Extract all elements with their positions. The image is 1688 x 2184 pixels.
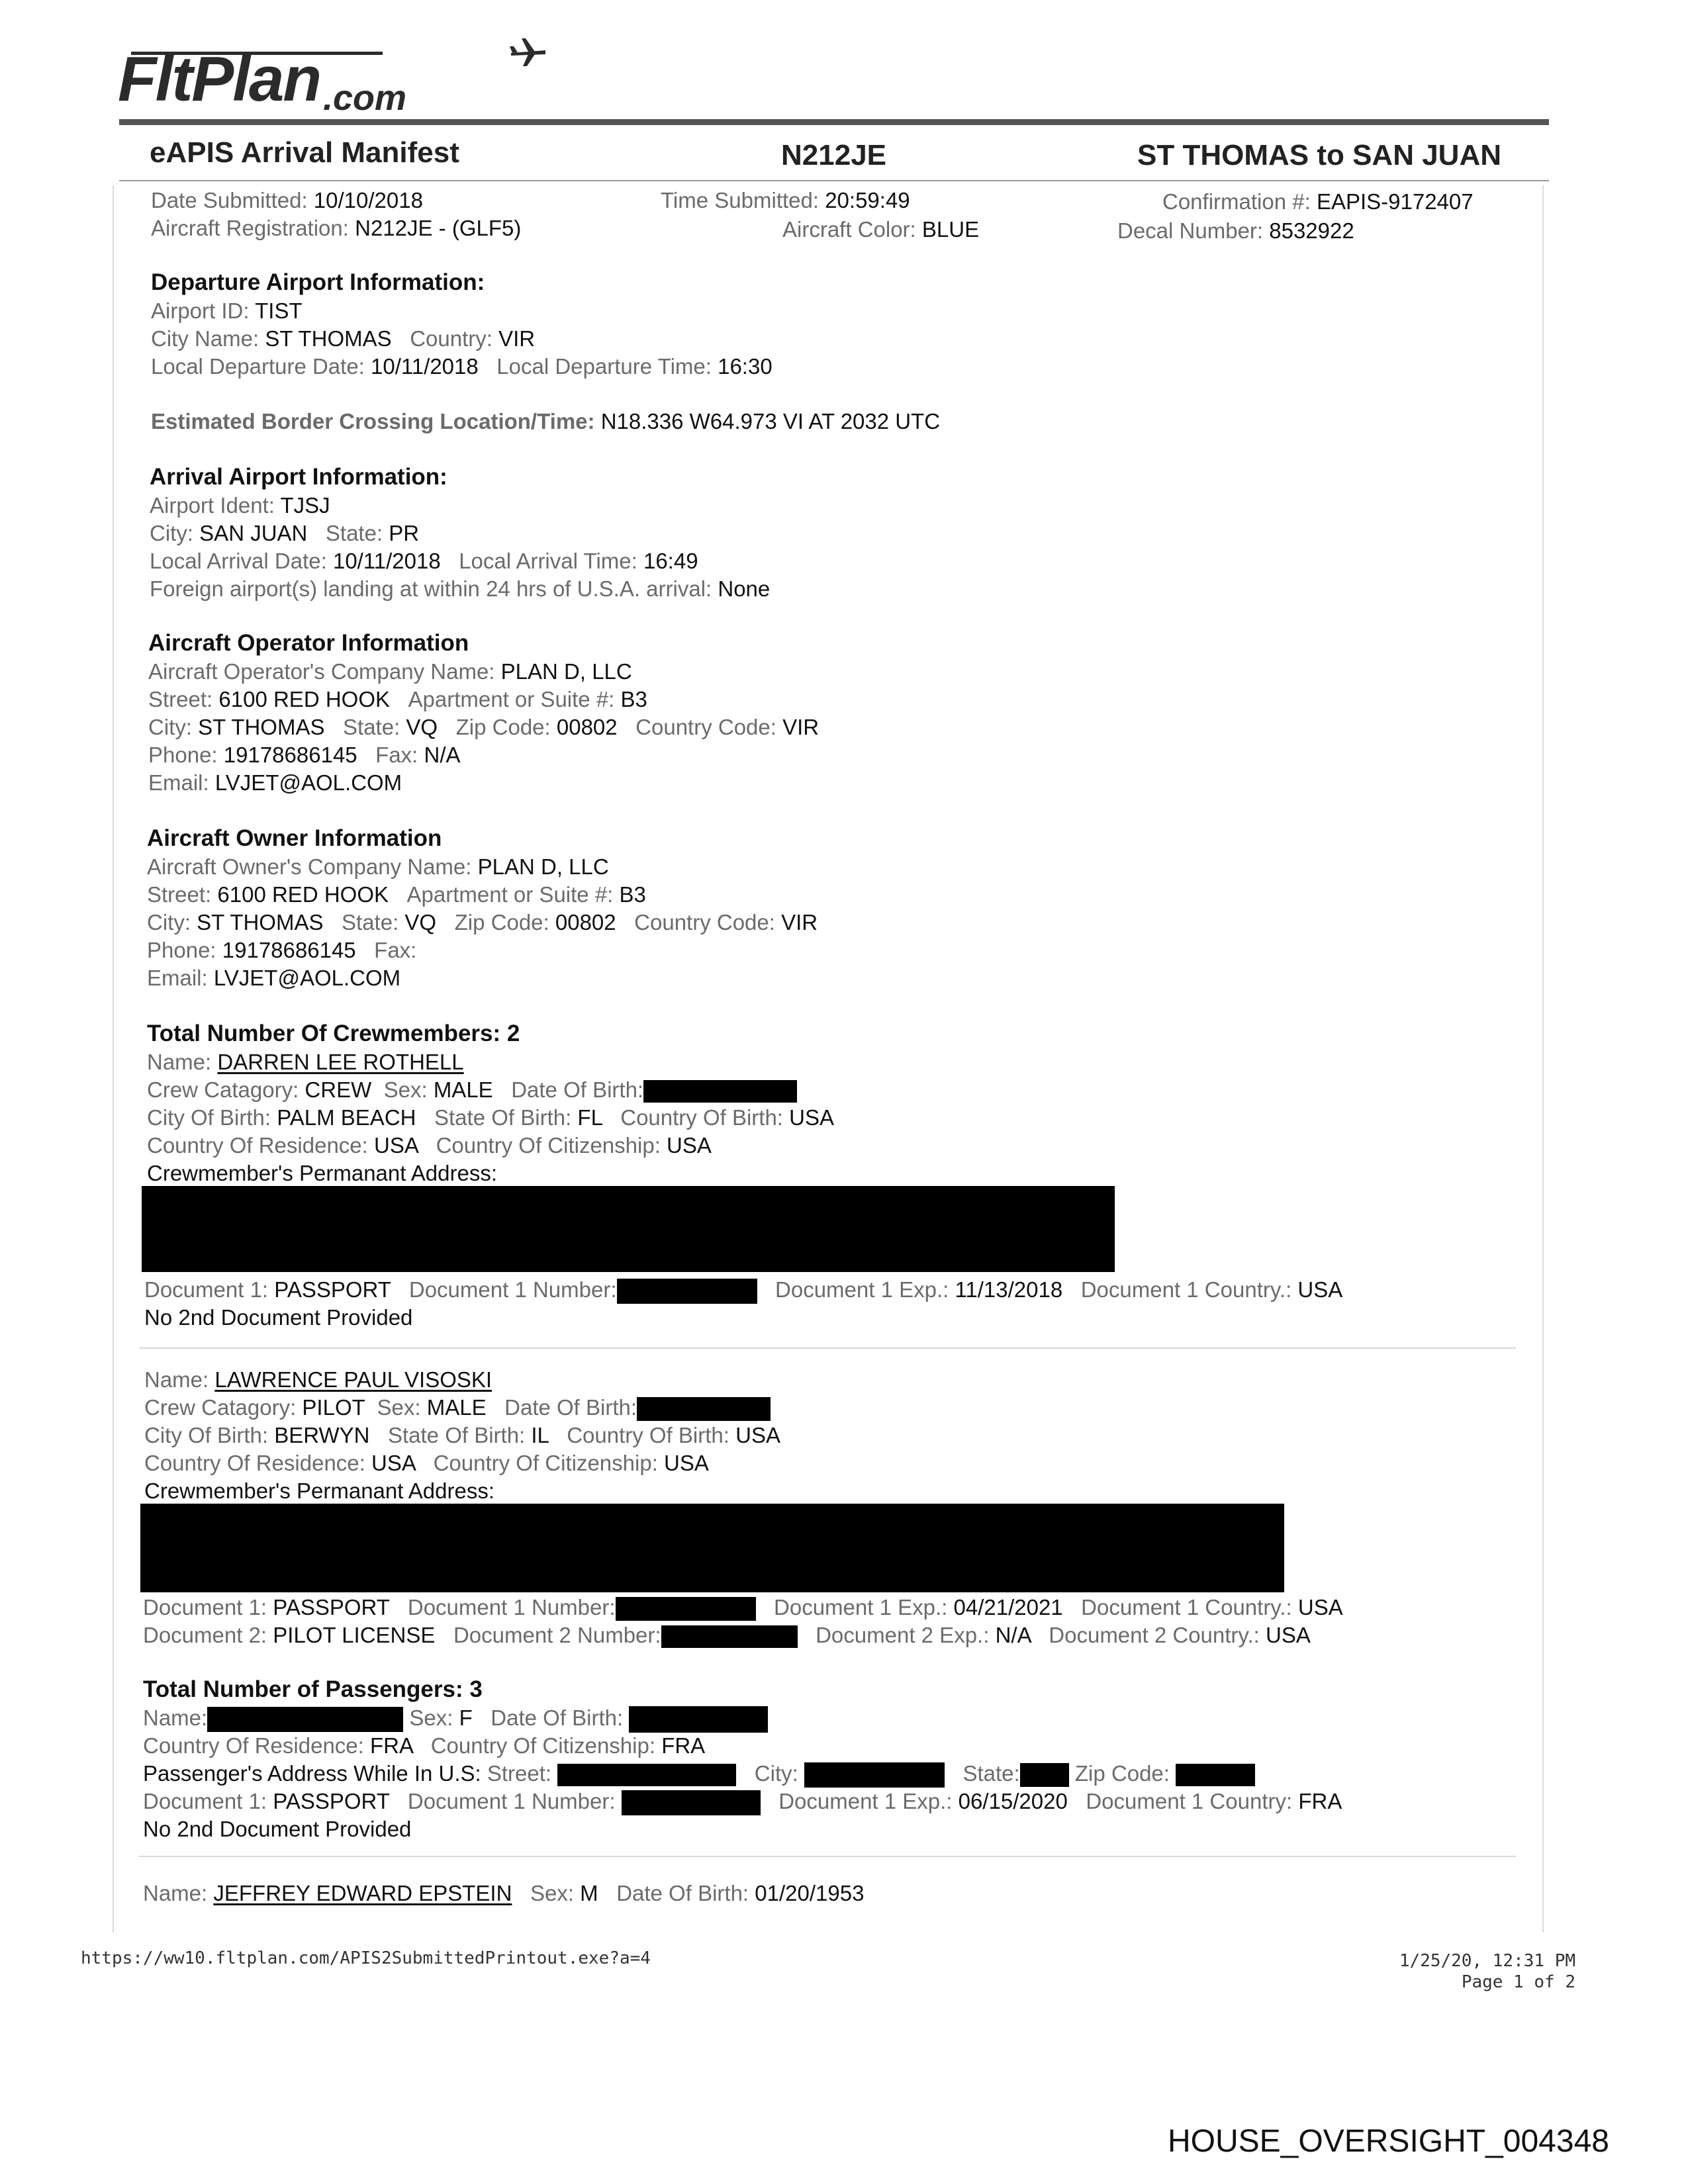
redaction-box [207, 1707, 403, 1732]
crew2-name-row: Name: LAWRENCE PAUL VISOSKI [144, 1367, 492, 1392]
crew1-birth-row: City Of Birth: PALM BEACH State Of Birth: FL Country Of Birth: USA [147, 1105, 835, 1130]
operator-phone-row: Phone: 19178686145 Fax: N/A [148, 743, 461, 767]
crew2-document1-row: Document 1: PASSPORT Document 1 Number: Document 1 Exp.: 04/21/2021 Document 1 Country.: USA [143, 1594, 1343, 1621]
passenger2-name: JEFFREY EDWARD EPSTEIN [213, 1881, 512, 1905]
route-title: ST THOMAS to SAN JUAN [1137, 139, 1501, 171]
crew1-no-second-doc: No 2nd Document Provided [144, 1305, 413, 1330]
section-divider [139, 1347, 1516, 1349]
arrival-city-row: City: SAN JUAN State: PR [150, 521, 420, 545]
departure-date-row: Local Departure Date: 10/11/2018 Local Departure Time: 16:30 [151, 354, 773, 379]
owner-city-row: City: ST THOMAS State: VQ Zip Code: 00802 Country Code: VIR [147, 910, 818, 934]
arrival-date-row: Local Arrival Date: 10/11/2018 Local Arrival Time: 16:49 [150, 549, 698, 573]
redaction-box [557, 1764, 736, 1786]
passenger1-us-address-row: Passenger's Address While In U.S: Street: City: State: Zip Code: [143, 1760, 1255, 1788]
section-divider [139, 1856, 1516, 1857]
bates-number: HOUSE_OVERSIGHT_004348 [1168, 2124, 1609, 2159]
print-timestamp: 1/25/20, 12:31 PM [1399, 1951, 1575, 1971]
printout-url: https://ww10.fltplan.com/APIS2SubmittedPrintout.exe?a=4 [81, 1948, 651, 1968]
owner-street-row: Street: 6100 RED HOOK Apartment or Suite #: B3 [147, 882, 646, 907]
passenger1-name-row: Name: Sex: F Date Of Birth: [143, 1704, 768, 1733]
crew2-address-label: Crewmember's Permanant Address: [144, 1479, 494, 1503]
departure-heading: Departure Airport Information: [151, 269, 485, 295]
passenger1-residence-row: Country Of Residence: FRA Country Of Citizenship: FRA [143, 1733, 706, 1758]
operator-company-row: Aircraft Operator's Company Name: PLAN D, LLC [148, 659, 632, 684]
redaction-box [1020, 1763, 1069, 1787]
crew1-category-row: Crew Catagory: CREW Sex: MALE Date Of Birth: [147, 1076, 797, 1104]
redaction-box [661, 1625, 798, 1648]
foreign-airport-row: Foreign airport(s) landing at within 24 hrs of U.S.A. arrival: None [150, 576, 771, 601]
crew1-document1-row: Document 1: PASSPORT Document 1 Number: Document 1 Exp.: 11/13/2018 Document 1 Country.: USA [144, 1276, 1342, 1304]
right-border [1542, 185, 1544, 1933]
passenger1-document1-row: Document 1: PASSPORT Document 1 Number: Document 1 Exp.: 06/15/2020 Document 1 Country: FRA [143, 1788, 1342, 1815]
confirmation-row: Confirmation #: EAPIS-9172407 [1162, 189, 1474, 214]
crew1-name: DARREN LEE ROTHELL [217, 1050, 464, 1074]
redaction-box [629, 1706, 768, 1733]
departure-airport-id-row: Airport ID: TIST [151, 298, 303, 323]
redaction-box [1176, 1764, 1255, 1786]
redaction-box [637, 1397, 771, 1421]
operator-city-row: City: ST THOMAS State: VQ Zip Code: 00802 Country Code: VIR [148, 715, 820, 739]
header-bottom-rule [119, 180, 1549, 181]
arrival-ident-row: Airport Ident: TJSJ [150, 493, 330, 518]
crew2-birth-row: City Of Birth: BERWYN State Of Birth: IL Country Of Birth: USA [144, 1423, 780, 1447]
operator-street-row: Street: 6100 RED HOOK Apartment or Suite #: B3 [148, 687, 647, 711]
aircraft-color-row: Aircraft Color: BLUE [782, 217, 980, 242]
crew1-address-label: Crewmember's Permanant Address: [147, 1161, 497, 1185]
decal-number: 8532922 [1269, 218, 1354, 243]
left-border [113, 185, 114, 1933]
redaction-box [804, 1762, 945, 1788]
owner-email-row: Email: LVJET@AOL.COM [147, 966, 401, 990]
crew2-document2-row: Document 2: PILOT LICENSE Document 2 Number: Document 2 Exp.: N/A Document 2 Country.: USA [143, 1623, 1311, 1647]
passenger-count-heading: Total Number of Passengers: 3 [143, 1676, 483, 1702]
crew1-residence-row: Country Of Residence: USA Country Of Citizenship: USA [147, 1133, 712, 1158]
crew1-name-row: Name: DARREN LEE ROTHELL [147, 1050, 464, 1074]
border-crossing-value: N18.336 W64.973 VI AT 2032 UTC [600, 409, 941, 433]
redaction-box [622, 1790, 761, 1815]
tail-number: N212JE [781, 139, 887, 171]
departure-city-row: City Name: ST THOMAS Country: VIR [151, 326, 536, 351]
crew-count-heading: Total Number Of Crewmembers: 2 [147, 1021, 520, 1046]
crew2-name: LAWRENCE PAUL VISOSKI [214, 1367, 492, 1392]
owner-phone-row: Phone: 19178686145 Fax: [147, 938, 417, 962]
aircraft-registration: N212JE - (GLF5) [355, 216, 522, 240]
arrival-heading: Arrival Airport Information: [150, 464, 447, 490]
decal-row: Decal Number: 8532922 [1117, 218, 1354, 243]
time-submitted-row: Time Submitted: 20:59:49 [661, 188, 910, 212]
confirmation-number: EAPIS-9172407 [1316, 189, 1474, 214]
passenger2-name-row: Name: JEFFREY EDWARD EPSTEIN Sex: M Date Of Birth: 01/20/1953 [143, 1881, 865, 1905]
crew2-category-row: Crew Catagory: PILOT Sex: MALE Date Of Birth: [144, 1394, 771, 1422]
fltplan-logo [118, 40, 449, 118]
time-submitted: 20:59:49 [825, 188, 910, 212]
date-submitted-row: Date Submitted: 10/10/2018 [151, 188, 423, 212]
header-top-rule [119, 119, 1549, 125]
border-crossing-row: Estimated Border Crossing Location/Time: N18.336 W64.973 VI AT 2032 UTC [151, 409, 941, 433]
date-submitted: 10/10/2018 [313, 188, 423, 212]
manifest-title: eAPIS Arrival Manifest [150, 136, 459, 169]
owner-heading: Aircraft Owner Information [147, 825, 442, 851]
aircraft-registration-row: Aircraft Registration: N212JE - (GLF5) [151, 216, 522, 240]
passenger1-no-second-doc: No 2nd Document Provided [143, 1817, 412, 1841]
redaction-box [140, 1504, 1284, 1592]
redaction-box [142, 1186, 1115, 1272]
page-indicator: Page 1 of 2 [1461, 1972, 1575, 1992]
redaction-box [616, 1597, 756, 1621]
crew2-residence-row: Country Of Residence: USA Country Of Citizenship: USA [144, 1451, 709, 1475]
logo-brand: FltPlan [118, 44, 321, 114]
airplane-icon [508, 36, 548, 69]
aircraft-color: BLUE [921, 217, 980, 242]
redaction-box [643, 1080, 797, 1103]
operator-email-row: Email: LVJET@AOL.COM [148, 770, 402, 795]
redaction-box [617, 1279, 757, 1304]
logo-suffix: .com [323, 78, 407, 118]
owner-company-row: Aircraft Owner's Company Name: PLAN D, LLC [147, 854, 609, 879]
operator-heading: Aircraft Operator Information [148, 630, 469, 656]
